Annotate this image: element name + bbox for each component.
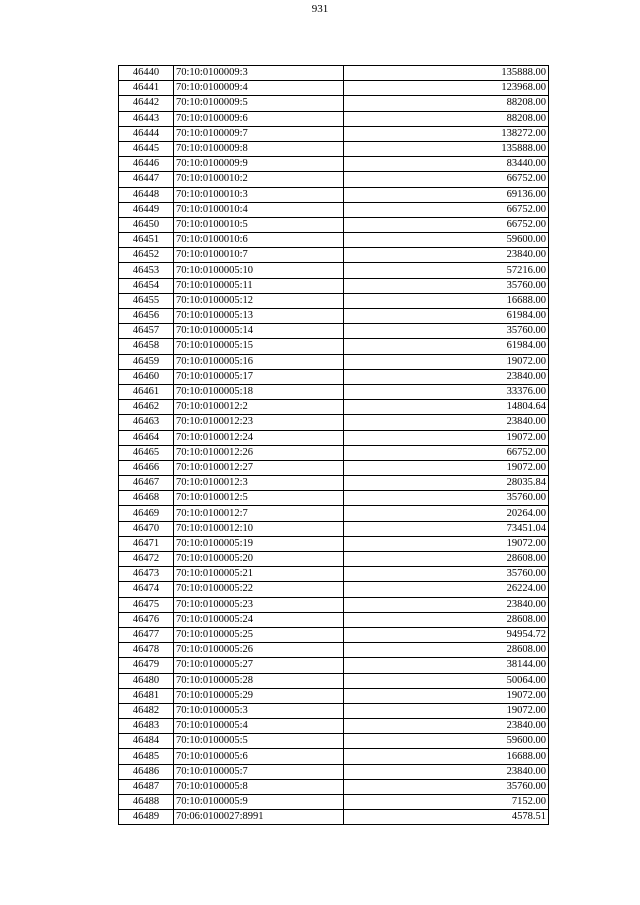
amount-cell: 66752.00	[344, 202, 549, 217]
row-number-cell: 46489	[119, 810, 174, 825]
table-row	[119, 460, 549, 475]
table-row	[119, 627, 549, 642]
row-number-cell: 46467	[119, 476, 174, 491]
amount-cell: 26224.00	[344, 582, 549, 597]
amount-cell: 23840.00	[344, 764, 549, 779]
cadastral-code-cell: 70:10:0100005:8	[174, 779, 344, 794]
amount-cell: 14804.64	[344, 400, 549, 415]
cadastral-code-cell: 70:10:0100005:24	[174, 612, 344, 627]
table-row	[119, 263, 549, 278]
row-number-cell: 46476	[119, 612, 174, 627]
cadastral-code-cell: 70:10:0100005:12	[174, 293, 344, 308]
amount-cell: 19072.00	[344, 536, 549, 551]
cadastral-code-cell: 70:10:0100012:7	[174, 506, 344, 521]
table-row	[119, 157, 549, 172]
row-number-cell: 46469	[119, 506, 174, 521]
row-number-cell: 46474	[119, 582, 174, 597]
amount-cell: 16688.00	[344, 293, 549, 308]
amount-cell: 135888.00	[344, 66, 549, 81]
table-row	[119, 324, 549, 339]
cadastral-code-cell: 70:10:0100005:27	[174, 658, 344, 673]
row-number-cell: 46482	[119, 703, 174, 718]
table-row	[119, 202, 549, 217]
cadastral-code-cell: 70:10:0100005:18	[174, 384, 344, 399]
table-row	[119, 278, 549, 293]
row-number-cell: 46456	[119, 309, 174, 324]
amount-cell: 16688.00	[344, 749, 549, 764]
row-number-cell: 46465	[119, 445, 174, 460]
row-number-cell: 46464	[119, 430, 174, 445]
row-number-cell: 46443	[119, 111, 174, 126]
amount-cell: 123968.00	[344, 81, 549, 96]
cadastral-code-cell: 70:10:0100012:23	[174, 415, 344, 430]
amount-cell: 35760.00	[344, 324, 549, 339]
row-number-cell: 46488	[119, 795, 174, 810]
row-number-cell: 46452	[119, 248, 174, 263]
amount-cell: 88208.00	[344, 111, 549, 126]
amount-cell: 38144.00	[344, 658, 549, 673]
cadastral-code-cell: 70:10:0100009:7	[174, 126, 344, 141]
table-row	[119, 369, 549, 384]
amount-cell: 23840.00	[344, 597, 549, 612]
row-number-cell: 46444	[119, 126, 174, 141]
cadastral-table	[118, 65, 549, 825]
cadastral-code-cell: 70:10:0100012:10	[174, 521, 344, 536]
table-row	[119, 536, 549, 551]
row-number-cell: 46461	[119, 384, 174, 399]
row-number-cell: 46483	[119, 719, 174, 734]
table-row	[119, 172, 549, 187]
amount-cell: 28035.84	[344, 476, 549, 491]
table-row	[119, 673, 549, 688]
cadastral-code-cell: 70:10:0100012:27	[174, 460, 344, 475]
table-row	[119, 810, 549, 825]
amount-cell: 66752.00	[344, 217, 549, 232]
table-row	[119, 658, 549, 673]
amount-cell: 61984.00	[344, 339, 549, 354]
table-row	[119, 521, 549, 536]
row-number-cell: 46453	[119, 263, 174, 278]
cadastral-code-cell: 70:10:0100005:20	[174, 552, 344, 567]
row-number-cell: 46475	[119, 597, 174, 612]
amount-cell: 20264.00	[344, 506, 549, 521]
cadastral-code-cell: 70:10:0100005:10	[174, 263, 344, 278]
table-row	[119, 354, 549, 369]
table-row	[119, 339, 549, 354]
cadastral-code-cell: 70:10:0100005:16	[174, 354, 344, 369]
row-number-cell: 46471	[119, 536, 174, 551]
amount-cell: 19072.00	[344, 430, 549, 445]
amount-cell: 19072.00	[344, 688, 549, 703]
row-number-cell: 46448	[119, 187, 174, 202]
table-row	[119, 506, 549, 521]
table-row	[119, 779, 549, 794]
amount-cell: 83440.00	[344, 157, 549, 172]
amount-cell: 61984.00	[344, 309, 549, 324]
cadastral-code-cell: 70:10:0100005:28	[174, 673, 344, 688]
table-row	[119, 293, 549, 308]
amount-cell: 50064.00	[344, 673, 549, 688]
amount-cell: 138272.00	[344, 126, 549, 141]
row-number-cell: 46462	[119, 400, 174, 415]
cadastral-code-cell: 70:10:0100005:6	[174, 749, 344, 764]
row-number-cell: 46485	[119, 749, 174, 764]
table-row	[119, 749, 549, 764]
amount-cell: 23840.00	[344, 248, 549, 263]
cadastral-code-cell: 70:10:0100005:22	[174, 582, 344, 597]
row-number-cell: 46442	[119, 96, 174, 111]
table-row	[119, 66, 549, 81]
amount-cell: 23840.00	[344, 719, 549, 734]
amount-cell: 33376.00	[344, 384, 549, 399]
table-row	[119, 415, 549, 430]
amount-cell: 7152.00	[344, 795, 549, 810]
page-number: 931	[311, 3, 329, 15]
table-row	[119, 81, 549, 96]
table-row	[119, 430, 549, 445]
amount-cell: 19072.00	[344, 460, 549, 475]
amount-cell: 4578.51	[344, 810, 549, 825]
table-row	[119, 703, 549, 718]
cadastral-code-cell: 70:10:0100012:2	[174, 400, 344, 415]
table-row	[119, 111, 549, 126]
cadastral-code-cell: 70:10:0100009:6	[174, 111, 344, 126]
cadastral-code-cell: 70:10:0100005:17	[174, 369, 344, 384]
cadastral-code-cell: 70:10:0100009:9	[174, 157, 344, 172]
row-number-cell: 46460	[119, 369, 174, 384]
amount-cell: 23840.00	[344, 415, 549, 430]
row-number-cell: 46480	[119, 673, 174, 688]
row-number-cell: 46481	[119, 688, 174, 703]
row-number-cell: 46454	[119, 278, 174, 293]
table-row	[119, 233, 549, 248]
row-number-cell: 46463	[119, 415, 174, 430]
amount-cell: 35760.00	[344, 278, 549, 293]
row-number-cell: 46466	[119, 460, 174, 475]
table-row	[119, 795, 549, 810]
row-number-cell: 46473	[119, 567, 174, 582]
amount-cell: 23840.00	[344, 369, 549, 384]
cadastral-code-cell: 70:10:0100005:26	[174, 643, 344, 658]
row-number-cell: 46459	[119, 354, 174, 369]
cadastral-code-cell: 70:10:0100005:19	[174, 536, 344, 551]
cadastral-code-cell: 70:10:0100005:23	[174, 597, 344, 612]
cadastral-code-cell: 70:10:0100012:5	[174, 491, 344, 506]
cadastral-code-cell: 70:10:0100005:9	[174, 795, 344, 810]
cadastral-code-cell: 70:10:0100012:26	[174, 445, 344, 460]
amount-cell: 66752.00	[344, 172, 549, 187]
amount-cell: 35760.00	[344, 567, 549, 582]
row-number-cell: 46487	[119, 779, 174, 794]
table-row	[119, 141, 549, 156]
amount-cell: 66752.00	[344, 445, 549, 460]
cadastral-code-cell: 70:10:0100010:5	[174, 217, 344, 232]
amount-cell: 35760.00	[344, 779, 549, 794]
cadastral-code-cell: 70:10:0100005:29	[174, 688, 344, 703]
amount-cell: 57216.00	[344, 263, 549, 278]
amount-cell: 73451.04	[344, 521, 549, 536]
amount-cell: 19072.00	[344, 703, 549, 718]
cadastral-code-cell: 70:10:0100005:5	[174, 734, 344, 749]
row-number-cell: 46484	[119, 734, 174, 749]
cadastral-code-cell: 70:10:0100009:8	[174, 141, 344, 156]
table-row	[119, 582, 549, 597]
table-row	[119, 126, 549, 141]
row-number-cell: 46478	[119, 643, 174, 658]
cadastral-code-cell: 70:10:0100005:21	[174, 567, 344, 582]
cadastral-code-cell: 70:10:0100010:7	[174, 248, 344, 263]
row-number-cell: 46468	[119, 491, 174, 506]
table-row	[119, 400, 549, 415]
cadastral-code-cell: 70:10:0100005:15	[174, 339, 344, 354]
row-number-cell: 46477	[119, 627, 174, 642]
table-row	[119, 217, 549, 232]
cadastral-code-cell: 70:10:0100005:3	[174, 703, 344, 718]
cadastral-code-cell: 70:06:0100027:8991	[174, 810, 344, 825]
cadastral-code-cell: 70:10:0100010:2	[174, 172, 344, 187]
cadastral-code-cell: 70:10:0100010:6	[174, 233, 344, 248]
row-number-cell: 46440	[119, 66, 174, 81]
row-number-cell: 46455	[119, 293, 174, 308]
row-number-cell: 46458	[119, 339, 174, 354]
table-row	[119, 476, 549, 491]
table-row	[119, 384, 549, 399]
row-number-cell: 46470	[119, 521, 174, 536]
table-row	[119, 719, 549, 734]
amount-cell: 59600.00	[344, 734, 549, 749]
cadastral-code-cell: 70:10:0100010:3	[174, 187, 344, 202]
amount-cell: 135888.00	[344, 141, 549, 156]
table-row	[119, 96, 549, 111]
amount-cell: 28608.00	[344, 643, 549, 658]
cadastral-code-cell: 70:10:0100009:4	[174, 81, 344, 96]
cadastral-code-cell: 70:10:0100010:4	[174, 202, 344, 217]
amount-cell: 88208.00	[344, 96, 549, 111]
row-number-cell: 46441	[119, 81, 174, 96]
cadastral-code-cell: 70:10:0100009:5	[174, 96, 344, 111]
row-number-cell: 46445	[119, 141, 174, 156]
table-row	[119, 552, 549, 567]
table-row	[119, 734, 549, 749]
cadastral-code-cell: 70:10:0100005:25	[174, 627, 344, 642]
amount-cell: 35760.00	[344, 491, 549, 506]
amount-cell: 94954.72	[344, 627, 549, 642]
row-number-cell: 46486	[119, 764, 174, 779]
cadastral-code-cell: 70:10:0100005:11	[174, 278, 344, 293]
table-row	[119, 764, 549, 779]
cadastral-code-cell: 70:10:0100005:13	[174, 309, 344, 324]
table-row	[119, 187, 549, 202]
amount-cell: 28608.00	[344, 612, 549, 627]
cadastral-code-cell: 70:10:0100005:7	[174, 764, 344, 779]
table-row	[119, 612, 549, 627]
cadastral-code-cell: 70:10:0100012:24	[174, 430, 344, 445]
row-number-cell: 46457	[119, 324, 174, 339]
cadastral-code-cell: 70:10:0100005:14	[174, 324, 344, 339]
cadastral-code-cell: 70:10:0100005:4	[174, 719, 344, 734]
table-row	[119, 688, 549, 703]
cadastral-code-cell: 70:10:0100009:3	[174, 66, 344, 81]
row-number-cell: 46479	[119, 658, 174, 673]
amount-cell: 59600.00	[344, 233, 549, 248]
amount-cell: 69136.00	[344, 187, 549, 202]
table-row	[119, 248, 549, 263]
row-number-cell: 46446	[119, 157, 174, 172]
cadastral-code-cell: 70:10:0100012:3	[174, 476, 344, 491]
row-number-cell: 46451	[119, 233, 174, 248]
table-row	[119, 597, 549, 612]
table-row	[119, 567, 549, 582]
row-number-cell: 46450	[119, 217, 174, 232]
table-body	[119, 66, 549, 825]
row-number-cell: 46447	[119, 172, 174, 187]
table-row	[119, 491, 549, 506]
amount-cell: 28608.00	[344, 552, 549, 567]
table-row	[119, 643, 549, 658]
amount-cell: 19072.00	[344, 354, 549, 369]
row-number-cell: 46472	[119, 552, 174, 567]
table-row	[119, 309, 549, 324]
row-number-cell: 46449	[119, 202, 174, 217]
table-row	[119, 445, 549, 460]
